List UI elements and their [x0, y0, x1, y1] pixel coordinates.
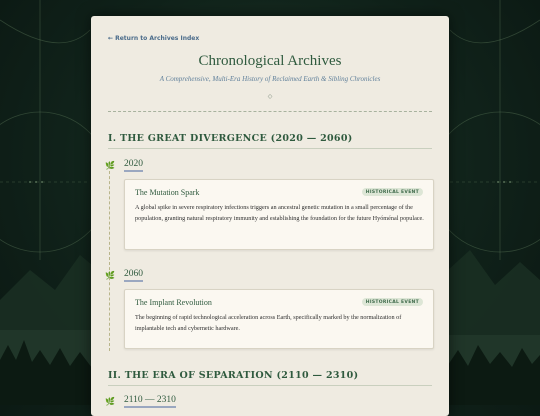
page-subtitle: A Comprehensive, Multi-Era History of Reclaimed Earth & Sibling Chronicles: [159, 75, 381, 83]
event-badge: HISTORICAL EVENT: [362, 298, 423, 306]
event-description: A global spike in severe respiratory infections triggers an ancestral genetic mutation in a small percentage of the population, granting natural respiratory immunity and establishing the foundation for the future Hyóménal populace.: [135, 204, 424, 222]
return-to-archives-link[interactable]: ← Return to Archives Index: [108, 35, 200, 42]
event-card: [124, 179, 434, 250]
diamond-ornament-icon: ◇: [267, 93, 273, 100]
event-card: [124, 289, 434, 349]
leaf-icon: 🌿: [105, 271, 115, 280]
event-title: The Implant Revolution: [135, 298, 212, 307]
section-heading: I. THE GREAT DIVERGENCE (2020 — 2060): [108, 133, 432, 149]
year-label: 2020: [124, 159, 143, 172]
event-title: The Mutation Spark: [135, 188, 200, 197]
leaf-icon: 🌿: [105, 397, 115, 406]
year-label: 2110 — 2310: [124, 395, 176, 408]
timeline-line: [109, 166, 110, 351]
section-heading: II. THE ERA OF SEPARATION (2110 — 2310): [108, 370, 432, 386]
leaf-icon: 🌿: [105, 161, 115, 170]
divider: [108, 111, 432, 112]
event-description: The beginning of rapid technological acceleration across Earth, specifically marked by the normalization of implantable tech and cybernetic hardware.: [135, 314, 402, 332]
page-title: Chronological Archives: [198, 53, 342, 69]
event-badge: HISTORICAL EVENT: [362, 188, 423, 196]
archive-panel: [91, 16, 449, 416]
year-label: 2060: [124, 269, 143, 282]
